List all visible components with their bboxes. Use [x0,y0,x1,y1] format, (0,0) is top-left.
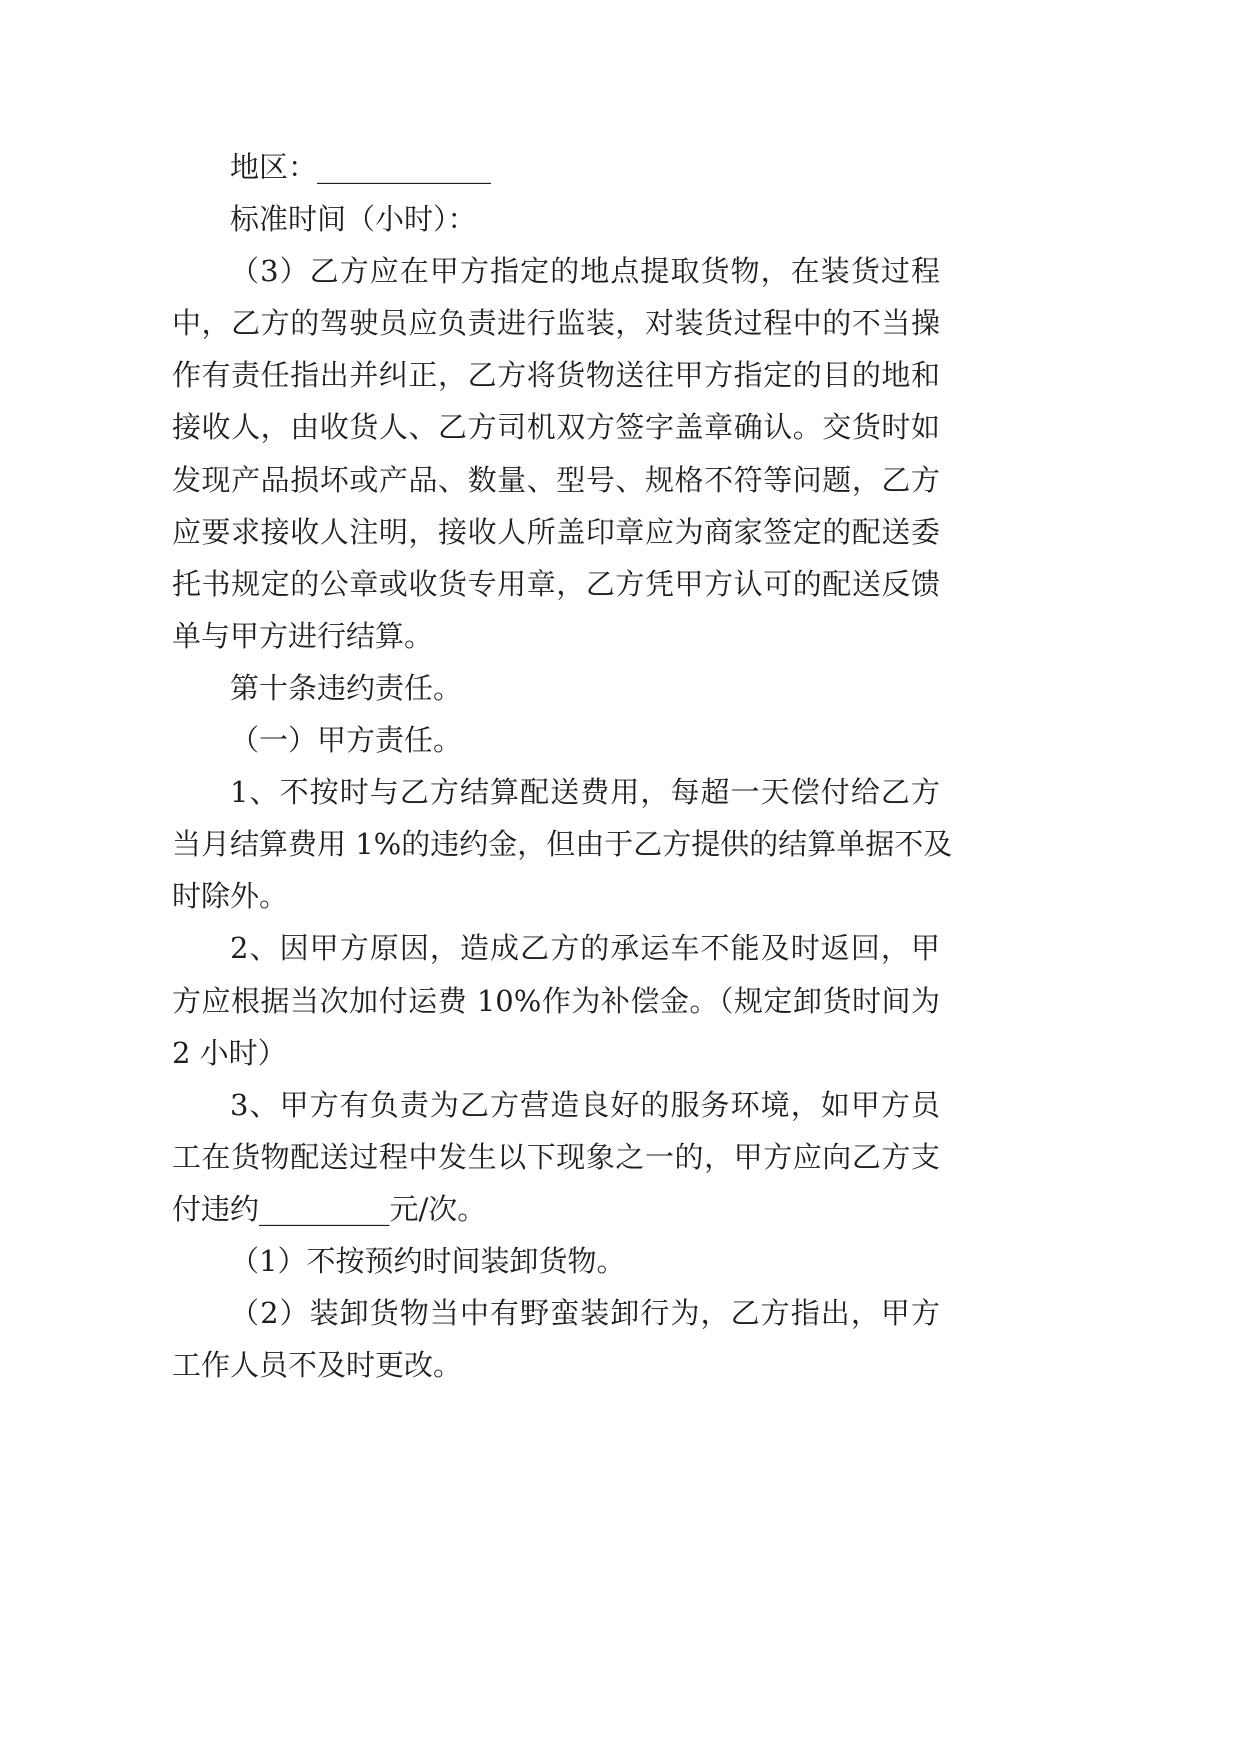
clause-3-pickup-paragraph [172,245,940,662]
text-line: 3、甲方有负责为乙方营造良好的服务环境，如甲方员 [230,1087,940,1122]
article-10-heading [172,662,940,714]
text-line: 发现产品损坏或产品、数量、型号、规格不符等问题，乙方 [172,462,940,497]
text-line: 时除外。 [172,879,289,914]
standard-time-paragraph [172,193,940,245]
sub-item-2-paragraph [172,1287,940,1391]
sub-item-1-paragraph [172,1235,940,1287]
text-line: 当月结算费用 1%的违约金，但由于乙方提供的结算单据不及 [172,827,953,862]
text-line: 中，乙方的驾驶员应负责进行监装，对装货过程中的不当操 [172,306,940,341]
text-line: 方应根据当次加付运费 10%作为补偿金。（规定卸货时间为 [172,983,940,1018]
document-body [172,141,953,1391]
text-line: （一）甲方责任。 [230,723,463,758]
text-line: 付违约_________元/次。 [172,1191,487,1226]
text-line: 地区：____________ [230,150,492,184]
text-line: 接收人，由收货人、乙方司机双方签字盖章确认。交货时如 [172,410,940,445]
text-line: 2、因甲方原因，造成乙方的承运车不能及时返回，甲 [230,931,940,966]
text-line: 1、不按时与乙方结算配送费用，每超一天偿付给乙方 [230,775,940,810]
region-paragraph [172,141,940,193]
text-line: 2 小时） [172,1035,287,1070]
item-1-settlement-paragraph [172,766,953,922]
text-line: 应要求接收人注明，接收人所盖印章应为商家签定的配送委 [172,514,940,549]
text-line: 第十条违约责任。 [230,670,463,705]
text-line: （3）乙方应在甲方指定的地点提取货物，在装货过程 [230,254,940,289]
item-3-service-paragraph [172,1079,940,1235]
text-line: （2）装卸货物当中有野蛮装卸行为，乙方指出，甲方 [230,1296,940,1331]
text-line: 托书规定的公章或收货专用章，乙方凭甲方认可的配送反馈 [172,566,940,601]
text-line: 标准时间（小时）： [230,202,477,237]
item-2-return-paragraph [172,922,940,1078]
text-line: （1）不按预约时间装卸货物。 [230,1243,626,1278]
text-line: 工作人员不及时更改。 [172,1348,463,1383]
party-a-liability-heading [172,714,940,766]
text-line: 单与甲方进行结算。 [172,618,434,653]
text-line: 作有责任指出并纠正，乙方将货物送往甲方指定的目的地和 [172,358,940,393]
text-line: 工在货物配送过程中发生以下现象之一的，甲方应向乙方支 [172,1139,940,1174]
